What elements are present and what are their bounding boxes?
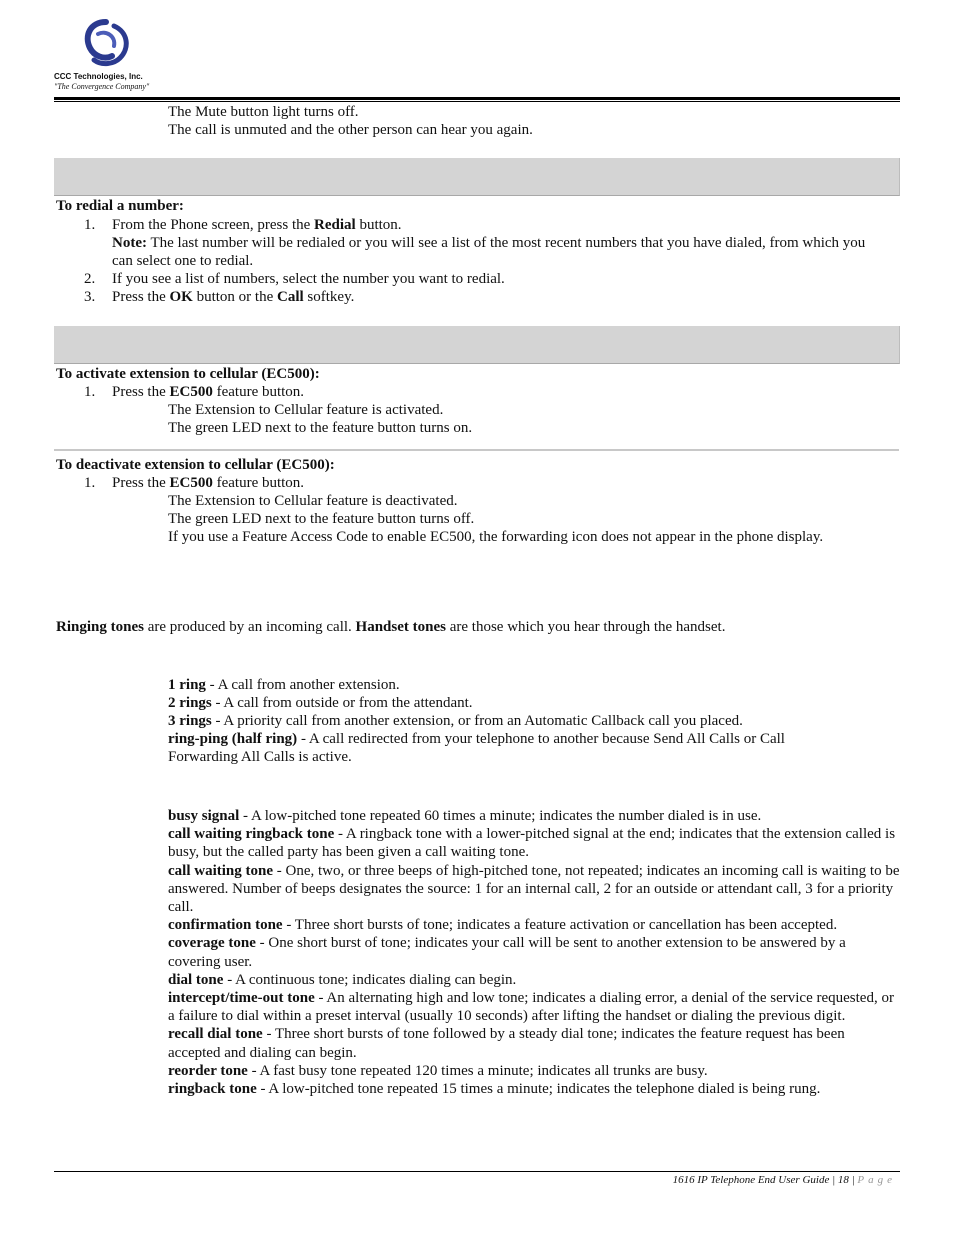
- handset-tone-item: call waiting ringback tone - A ringback tone with a lower-pitched signal at the end; indicates that the extension called is busy, but the called party has been given a call waiting tone.: [168, 826, 896, 861]
- ec500-activate-step-number: 1.: [84, 384, 96, 400]
- ringing-tone-item: 1 ring - A call from another extension.: [168, 677, 400, 693]
- redial-step-3-number: 3.: [84, 289, 96, 305]
- mute-result-2: The call is unmuted and the other person can hear you again.: [168, 122, 533, 138]
- ec500-activate-heading: To activate extension to cellular (EC500):: [56, 366, 320, 382]
- ec500-deactivate-result-2: The green LED next to the feature button turns off.: [168, 511, 475, 527]
- logo-swirl-icon: [76, 18, 136, 72]
- company-name: CCC Technologies, Inc.: [54, 72, 143, 81]
- section-divider: [54, 449, 899, 451]
- section-band-redial: [54, 158, 900, 196]
- ec500-deactivate-result-3: If you use a Feature Access Code to enable EC500, the forwarding icon does not appear in the phone display.: [168, 529, 824, 545]
- ec500-deactivate-heading: To deactivate extension to cellular (EC500):: [56, 457, 335, 473]
- handset-tones-list: [168, 807, 900, 1098]
- ec500-activate-result-1: The Extension to Cellular feature is activated.: [168, 402, 444, 418]
- handset-tone-item: recall dial tone - Three short bursts of tone followed by a steady dial tone; indicates the feature request has been accepted and dialing can begin.: [168, 1026, 845, 1061]
- section-band-ec500: [54, 326, 900, 364]
- ec500-deactivate-step-number: 1.: [84, 475, 96, 491]
- ringing-tone-item: 2 rings - A call from outside or from the attendant.: [168, 695, 473, 711]
- redial-step-1-number: 1.: [84, 217, 96, 233]
- ringing-tone-item: ring-ping (half ring) - A call redirected from your telephone to another because Send All Calls or Call Forwarding All Calls is active.: [168, 731, 785, 765]
- company-tagline: "The Convergence Company": [54, 82, 150, 91]
- footer-rule: [54, 1171, 900, 1172]
- page-word: Page: [857, 1174, 896, 1186]
- handset-tone-item: dial tone - A continuous tone; indicates dialing can begin.: [168, 971, 517, 988]
- handset-tone-item: ringback tone - A low-pitched tone repeated 15 times a minute; indicates the telephone dialed is being rung.: [168, 1081, 821, 1098]
- ec500-deactivate-result-1: The Extension to Cellular feature is deactivated.: [168, 493, 458, 509]
- handset-tone-item: call waiting tone - One, two, or three beeps of high-pitched tone, not repeated; indicates an incoming call is waiting to be answered. Number of beeps designates the source: 1 for an internal call, 2 for an outside or attendant call, 3 for a priority call.: [168, 862, 900, 916]
- header-rule-thin: [54, 101, 900, 102]
- handset-tone-item: busy signal - A low-pitched tone repeated 60 times a minute; indicates the number dialed is in use.: [168, 808, 762, 824]
- handset-tone-item: confirmation tone - Three short bursts of tone; indicates a feature activation or cancellation has been accepted.: [168, 917, 838, 934]
- company-logo: [54, 18, 164, 98]
- page-footer: 1616 IP Telephone End User Guide | 18 | Page: [672, 1174, 896, 1186]
- ec500-activate-step: Press the EC500 feature button.: [112, 384, 305, 400]
- page-number: 18: [837, 1174, 849, 1186]
- handset-tone-item: coverage tone - One short burst of tone; indicates your call will be sent to another extension to be answered by a covering user.: [168, 935, 846, 970]
- ringing-tones-list: [168, 676, 858, 766]
- ec500-activate-result-2: The green LED next to the feature button turns on.: [168, 420, 473, 436]
- header-rule: [54, 97, 900, 100]
- redial-heading: To redial a number:: [56, 198, 184, 214]
- handset-tone-item: reorder tone - A fast busy tone repeated 120 times a minute; indicates all trunks are busy.: [168, 1062, 708, 1079]
- mute-result-1: The Mute button light turns off.: [168, 104, 359, 120]
- ec500-deactivate-step: Press the EC500 feature button.: [112, 475, 305, 491]
- ringing-tone-item: 3 rings - A priority call from another extension, or from an Automatic Callback call you placed.: [168, 713, 743, 729]
- redial-note: Note: The last number will be redialed or you will see a list of the most recent numbers that you have dialed, from which you can select one to redial.: [112, 235, 866, 269]
- tones-intro: Ringing tones are produced by an incoming call. Handset tones are those which you hear through the handset.: [56, 619, 726, 635]
- redial-step-3: Press the OK button or the Call softkey.: [112, 289, 355, 305]
- redial-step-1: From the Phone screen, press the Redial button.: [112, 217, 402, 233]
- redial-step-2-number: 2.: [84, 271, 96, 287]
- handset-tone-item: intercept/time-out tone - An alternating high and low tone; indicates a dialing error, a denial of the service requested, or a failure to dial within a preset interval (usually 10 seconds) after lifting the handset or dialing the previous digit.: [168, 990, 894, 1025]
- redial-step-2: If you see a list of numbers, select the number you want to redial.: [112, 271, 505, 287]
